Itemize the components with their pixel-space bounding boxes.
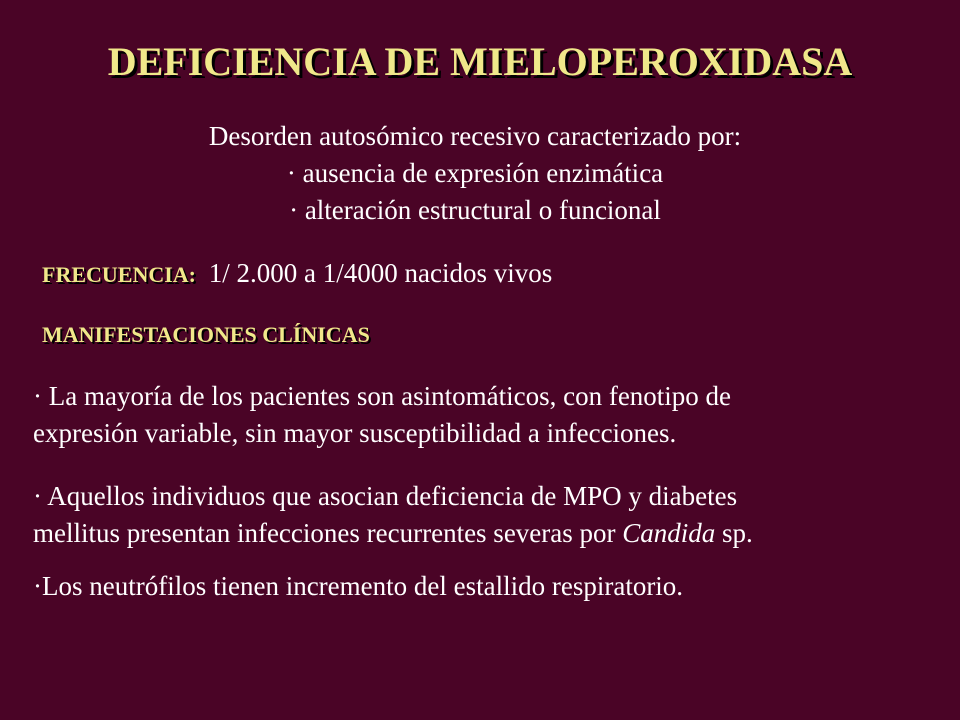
intro-block [0, 118, 950, 229]
paragraph-1-line-2: expresión variable, sin mayor susceptibilidad a infecciones. [33, 418, 677, 448]
manifestation-paragraph-3 [33, 568, 933, 605]
paragraph-3-line-1: ·Los neutrófilos tienen incremento del estallido respiratorio. [33, 571, 684, 601]
intro-line-3: · alteración estructural o funcional [289, 195, 661, 225]
manifestations-heading: MANIFESTACIONES CLÍNICAS [42, 322, 370, 347]
manifestation-paragraph-2 [33, 478, 933, 552]
slide-title: DEFICIENCIA DE MIELOPEROXIDASA [107, 39, 853, 84]
frequency-row [42, 258, 552, 289]
intro-line-2: · ausencia de expresión enzimática [286, 158, 664, 188]
paragraph-2-text-a: mellitus presentan infecciones recurrentes severas por [33, 518, 623, 548]
manifestation-paragraph-1 [33, 378, 933, 452]
frequency-value: 1/ 2.000 a 1/4000 nacidos vivos [208, 258, 553, 288]
candida-italic: Candida [622, 518, 716, 548]
paragraph-2-text-b: sp. [715, 518, 753, 548]
intro-line-1: Desorden autosómico recesivo caracterizado por: [208, 121, 742, 151]
paragraph-2-line-2 [33, 515, 933, 552]
paragraph-1-line-1: · La mayoría de los pacientes son asintomáticos, con fenotipo de [33, 381, 732, 411]
frequency-label: FRECUENCIA: [42, 262, 196, 287]
paragraph-2-line-1: · Aquellos individuos que asocian deficiencia de MPO y diabetes [33, 481, 738, 511]
